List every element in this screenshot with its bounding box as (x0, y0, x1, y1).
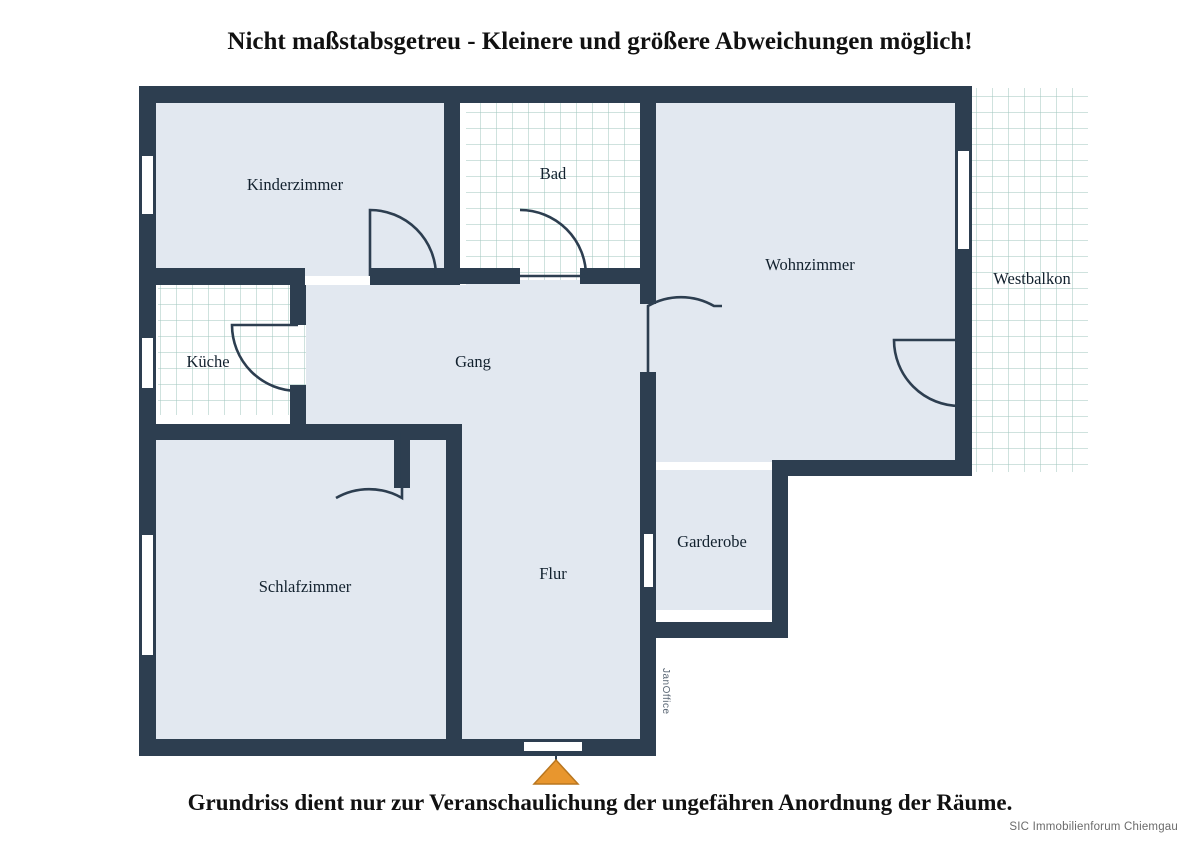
window-schlafzimmer (141, 534, 154, 656)
wall-exterior-top (139, 86, 972, 103)
room-label-kueche: Küche (186, 352, 230, 371)
room-fill-westbalkon (971, 88, 1088, 472)
credit-line: SIC Immobilienforum Chiemgau (1009, 821, 1178, 833)
wall-wohnzimmer-left-lower (640, 372, 656, 476)
entry-arrow-icon (534, 760, 578, 784)
wall-wohnzimmer-left-upper (640, 86, 656, 304)
room-label-flur: Flur (539, 564, 567, 583)
room-label-schlafzimmer: Schlafzimmer (258, 577, 352, 596)
room-fill-kinderzimmer (155, 94, 445, 276)
wall-kinderzimmer-right (444, 86, 460, 285)
window-wohnzimmer-balkon (957, 150, 970, 250)
room-fill-garderobe (655, 470, 773, 610)
wall-kinderzimmer-bottom (155, 268, 305, 285)
wall-schlafzimmer-top (306, 424, 460, 440)
room-label-wohnzimmer: Wohnzimmer (765, 255, 855, 274)
wall-kueche-bottom (155, 424, 306, 440)
room-label-westbalkon: Westbalkon (993, 269, 1071, 288)
wall-garderobe-right (772, 460, 788, 638)
wall-bad-bottom-left (460, 268, 520, 284)
window-garderobe (643, 533, 654, 588)
room-label-bad: Bad (539, 164, 567, 183)
window-kinderzimmer (141, 155, 154, 215)
page-title-bottom: Grundriss dient nur zur Veranschaulichung der ungefähren Anordnung der Räume. (187, 790, 1013, 815)
door-entrance-leaf (523, 741, 583, 752)
room-label-garderobe: Garderobe (677, 532, 747, 551)
watermark-janoffice (641, 668, 671, 738)
wall-garderobe-bottom (640, 622, 788, 638)
room-fill-bad (466, 88, 641, 280)
page-title-top: Nicht maßstabsgetreu - Kleinere und größere Abweichungen möglich! (227, 28, 973, 55)
wall-schlafzimmer-right (446, 424, 462, 756)
room-label-gang: Gang (455, 352, 491, 371)
room-label-kinderzimmer: Kinderzimmer (246, 175, 344, 194)
watermark-brand: JanOffice (660, 668, 671, 715)
window-kueche (141, 337, 154, 389)
wall-living-bottom (772, 460, 972, 476)
room-fill-wohnzimmer (655, 94, 960, 462)
room-fill-kueche (158, 285, 306, 415)
wall-kueche-right (290, 285, 306, 325)
wall-exterior-right-upper (955, 86, 972, 474)
